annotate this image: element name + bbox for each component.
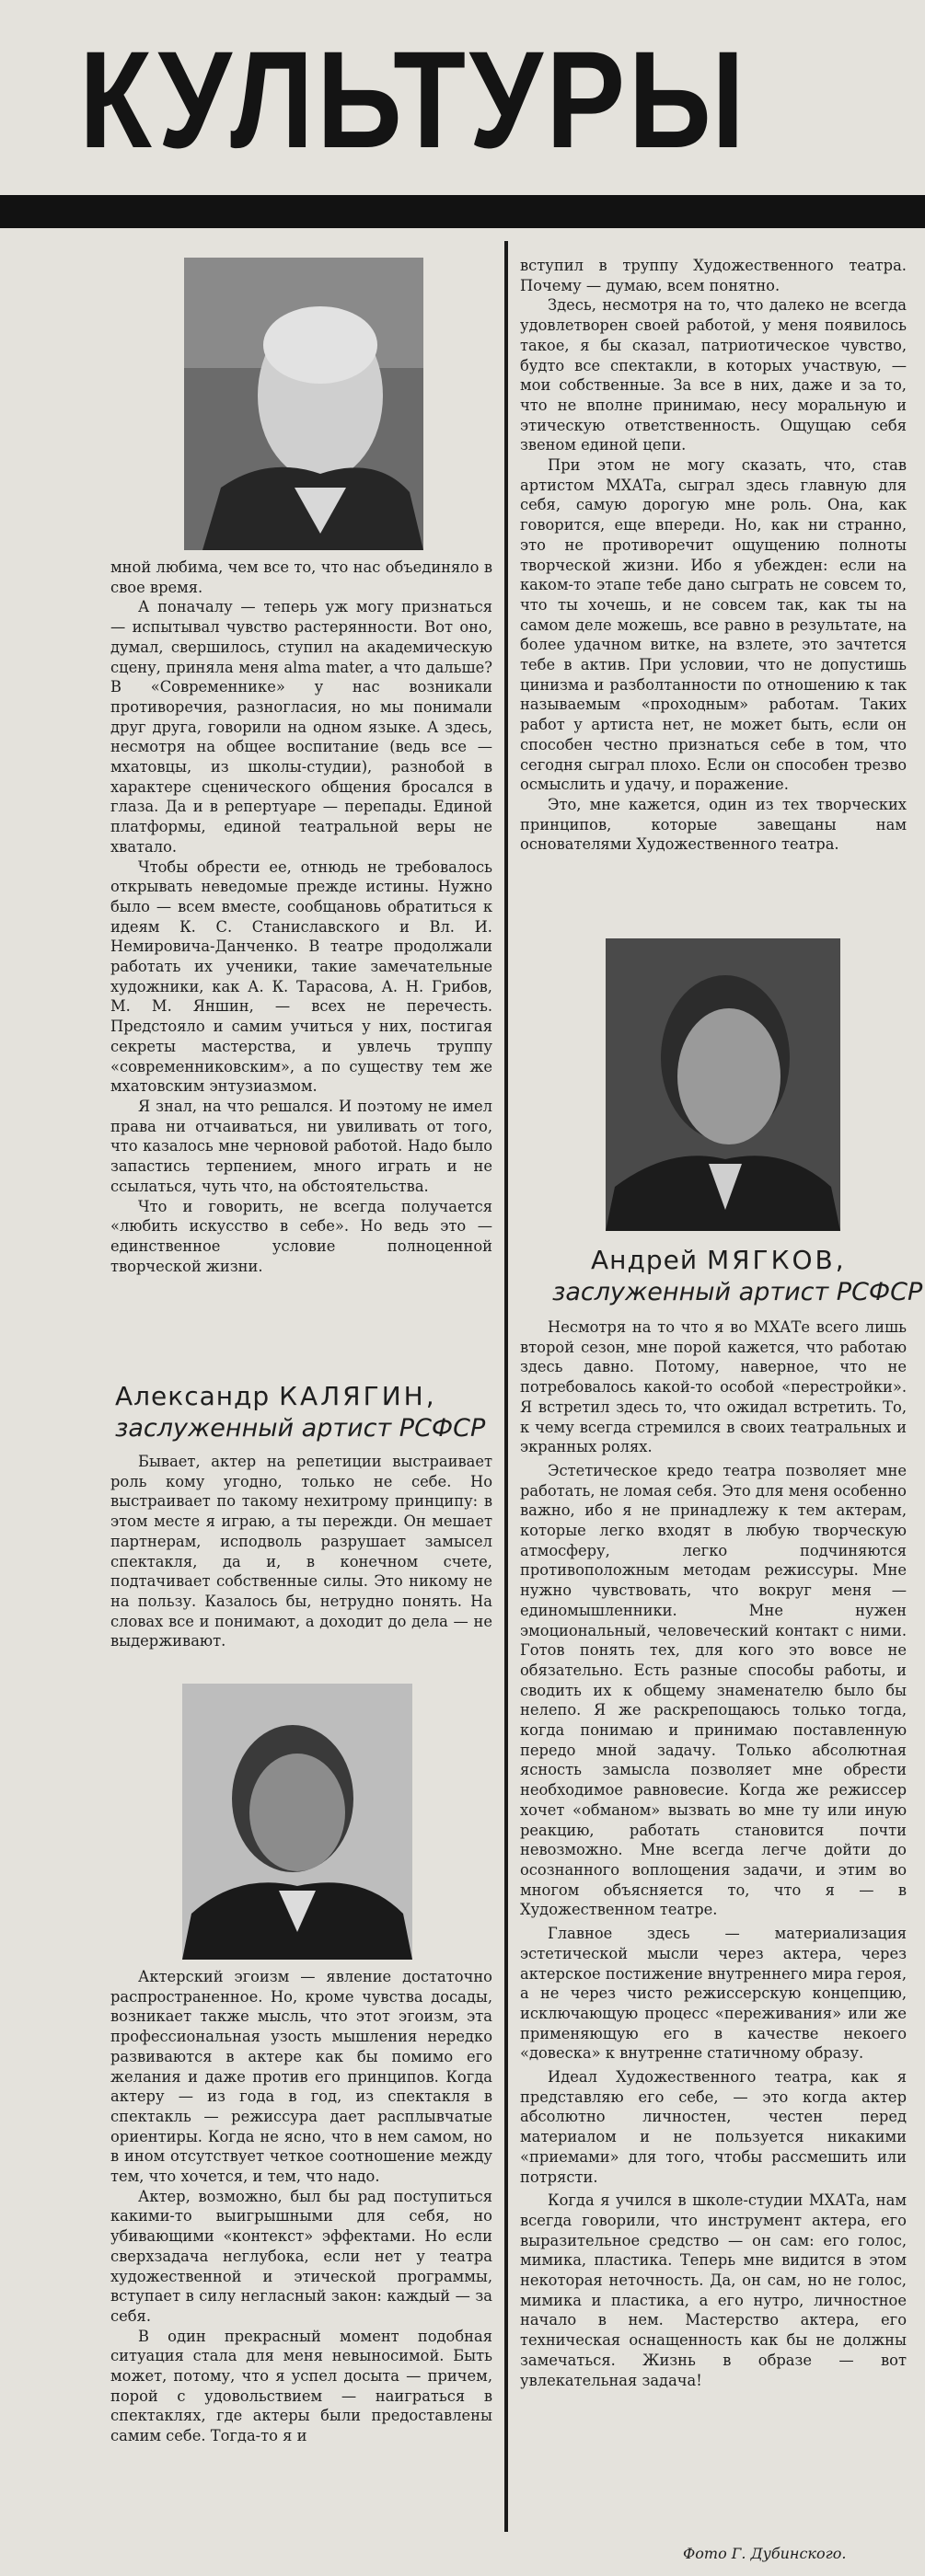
author-first-name: Александр [115, 1381, 271, 1411]
paragraph: Что и говорить, не всегда получается «любить искусство в себе». Но ведь это — единственное условие полноценной творческой жизни. [110, 1197, 492, 1275]
paragraph: Актер, возможно, был бы рад поступиться какими-то выигрышными для себя, но убивающими «контекст» эффектами. Но если сверхзадача неглубока, если нет у театра художественной и этической программы, вступает в силу негласный закон: каждый — за себя. [110, 2187, 492, 2325]
portrait-photo-3 [606, 938, 840, 1231]
paragraph: Несмотря на то что я во МХАТе всего лишь второй сезон, мне порой кажется, что работаю здесь давно. Потому, наверное, что не потребовалось какой-то особой «перестройки». Я встретил здесь то, что ожидал встретить. То, к чему всегда стремился в своих театральных и экранных ролях. [520, 1318, 907, 1456]
photo-credit: Фото Г. Дубинского. [683, 2545, 847, 2562]
paragraph: Когда я учился в школе-студии МХАТа, нам всегда говорили, что инструмент актера, его выразительное средство — он сам: его голос, мимика, пластика. Теперь мне видится в этом некоторая неточность. Да, он сам, но не голос, мимика и пластика, а его нутро, личностное начало в нем. Мастерство актера, его техническая оснащенность как бы не должны замечаться. Жизнь в образе — вот увлекательная задача! [520, 2191, 907, 2389]
paragraph: Бывает, актер на репетиции выстраивает роль кому угодно, только не себе. Но выстраивает по такому нехитрому принципу: в этом месте я играю, а ты пережди. Он мешает партнерам, исподволь разрушает замысел спектакля, да и, в конечном счете, подтачивает собственные силы. Это никому не на пользу. Казалось бы, нетрудно понять. На словах все и понимают, а доходит до дела — не выдерживают. [110, 1453, 492, 1650]
paragraph: Это, мне кажется, один из тех творческих принципов, которые завещаны нам основателями Художественного театра. [520, 795, 907, 854]
author-title: заслуженный артист РСФСР [552, 1278, 923, 1306]
left-text-block-2 [110, 1452, 492, 1654]
heading-rule [0, 195, 925, 228]
heading-text: КУЛЬТУРЫ [79, 22, 748, 177]
paragraph: Здесь, несмотря на то, что далеко не всегда удовлетворен своей работой, у меня появилось такое, я бы сказал, патриотическое чувство, будто все спектакли, в которых участвую, — мои собственные. За все в них, даже и за то, что не вполне принимаю, несу моральную и этическую ответственность. Ощущаю себя звеном единой цепи. [520, 296, 907, 454]
paragraph: Эстетическое кредо театра позволяет мне работать, не ломая себя. Это для меня особенно важно, ибо я не принадлежу к тем актерам, которые легко входят в любую творческую атмосферу, легко подчиняются противоположным методам режиссуры. Мне нужно чувствовать, что вокруг меня — единомышленники. Мне нужен эмоциональный, человеческий контакт с ними. Готов понять тех, для кого это вовсе не обязательно. Есть разные способы работы, и сводить их к общему знаменателю было бы нелепо. Я же раскрепощаюсь только тогда, когда понимаю и принимаю поставленную передо мной задачу. Только абсолютная ясность замысла позволяет мне обрести необходимое равновесие. Когда же режиссер хочет «обманом» вызвать во мне ту или иную реакцию, работать становится почти невозможно. Мне всегда легче дойти до осознанного воплощения задачи, и этим во многом объясняется то, что я — в Художественном театре. [520, 1461, 907, 1919]
paragraph: Идеал Художественного театра, как я представляю его себе, — это когда актер абсолютно личностен, честен перед материалом и не пользуется никакими «приемами» для того, чтобы рассмешить или потрясти. [520, 2068, 907, 2186]
paragraph: Чтобы обрести ее, отнюдь не требовалось открывать неведомые прежде истины. Нужно было — всем вместе, сообщановь обратиться к идеям К. С. Станиславского и Вл. И. Немировича-Данченко. В театре продолжали работать их ученики, такие замечательные художники, как А. К. Тарасова, А. Н. Грибов, М. М. Яншин, — всех не перечесть. Предстояло и самим учиться у них, постигая секреты мастерства, и увлечь труппу «современниковским», а по существу тем же мхатовским энтузиазмом. [110, 857, 492, 1096]
portrait-photo-1 [184, 258, 423, 550]
portrait-photo-2 [182, 1684, 412, 1960]
paragraph: вступил в труппу Художественного театра. Почему — думаю, всем понятно. [520, 257, 907, 294]
paragraph: мной любима, чем все то, что нас объединяло в свое время. [110, 558, 492, 596]
paragraph: В один прекрасный момент подобная ситуация стала для меня невыносимой. Быть может, потому, что я успел досыта — причем, порой с удовольствием — наиграться в спектаклях, где актеры были предоставлены самим себе. Тогда-то я и [110, 2327, 492, 2445]
author-title: заслуженный артист РСФСР [115, 1414, 486, 1443]
left-text-block-3 [110, 1967, 492, 2556]
author-signature-myagkov [552, 1244, 922, 1308]
left-text-block-1 [110, 558, 492, 1386]
author-first-name: Андрей [591, 1245, 699, 1275]
paragraph: Я знал, на что решался. И поэтому не имел права ни отчаиваться, ни увиливать от того, что казалось мне черновой работой. Надо было запастись терпением, много играть и не ссылаться, чуть что, на обстоятельства. [110, 1097, 492, 1195]
section-heading [0, 7, 925, 191]
author-last-name: КАЛЯГИН, [279, 1381, 437, 1411]
author-signature-kalyagin [115, 1380, 485, 1444]
paragraph: Главное здесь — материализация эстетической мысли через актера, через актерское постижение внутреннего мира героя, а не через чисто режиссерскую концепцию, исключающую процесс «переживания» или же применяющую его в качестве некоего «довеска» к внутренне статичному образу. [520, 1925, 907, 2063]
right-text-block-2 [520, 1317, 907, 2541]
author-last-name: МЯГКОВ, [706, 1245, 847, 1275]
right-text-block-1 [520, 256, 907, 920]
paragraph: А поначалу — теперь уж могу признаться — испытывал чувство растерянности. Вот оно, думал, свершилось, ступил на академическую сцену, приняла меня alma mater, а что дальше? В «Современнике» у нас возникали противоречия, разногласия, но мы понимали друг друга, говорили на одном языке. А здесь, несмотря на общее воспитание (ведь все — мхатовцы, из школы-студии), разнобой в характере сценического общения бросался в глаза. Да и в репертуаре — перепады. Единой платформы, единой театральной веры не хватало. [110, 598, 492, 856]
paragraph: Актерский эгоизм — явление достаточно распространенное. Но, кроме чувства досады, возникает также мысль, что этот эгоизм, эта профессиональная узость мышления нередко развиваются в актере как бы помимо его желания и даже против его принципов. Когда актеру — из года в год, из спектакля в спектакль — режиссура дает расплывчатые ориентиры. Когда не ясно, что в нем самом, но в ином отсутствует четкое соотношение между тем, что хочется, и тем, что надо. [110, 1968, 492, 2186]
paragraph: При этом не могу сказать, что, став артистом МХАТа, сыграл здесь главную для себя, самую дорогую мне роль. Она, как говорится, еще впереди. Но, как ни странно, это не противоречит ощущению полноты творческой жизни. Ибо я убежден: если на каком-то этапе тебе дано сыграть не совсем то, что ты хочешь, и не совсем так, как ты на самом деле можешь, все равно в результате, на более удачном витке, на взлете, это зачтется тебе в актив. При условии, что не допустишь цинизма и разболтанности по отношению к так называемым «проходным» работам. Таких работ у артиста нет, не может быть, если он способен честно признаться себе в том, что сегодня сыграл плохо. Если он способен трезво осмыслить и удачу, и поражение. [520, 456, 907, 794]
column-divider [504, 241, 508, 2532]
